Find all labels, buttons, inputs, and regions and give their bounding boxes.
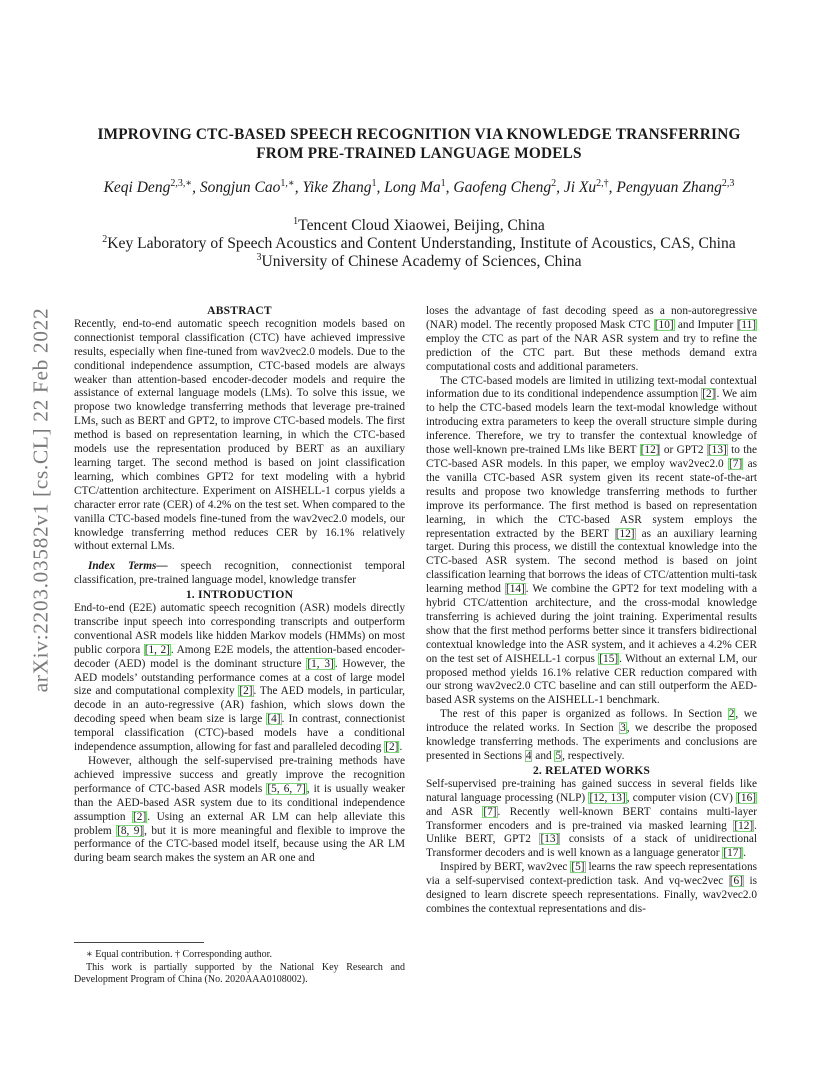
- text-run: The CTC-based models are limited in utilizing text-modal contextual information due to its conditional independence assumption: [426, 374, 757, 401]
- citation-link[interactable]: 4: [525, 750, 532, 762]
- title-line-1: IMPROVING CTC-BASED SPEECH RECOGNITION VIA KNOWLEDGE TRANSFERRING: [97, 126, 741, 143]
- citation-link[interactable]: [6]: [729, 875, 743, 888]
- affiliation-2: [60, 234, 778, 253]
- right-paragraph-1: [426, 305, 757, 375]
- related-works-heading: 2. RELATED WORKS: [532, 763, 651, 777]
- author-affiliation-marker: 2,†: [596, 178, 609, 189]
- citation-link[interactable]: 5: [555, 750, 562, 762]
- citation-link[interactable]: [12]: [640, 444, 660, 457]
- text-run: . We combine the GPT2 for text modeling with a hybrid CTC/attention architecture, and the cross-modal knowledge transferring is achieved during the joint training. Experimental results show that the first method performs better since it transfers bidirectional contextual knowledge into the ASR system, and it achieves a 4.2% CER on the test set of AISHELL-1 corpus: [426, 583, 757, 665]
- affiliation-3-text: University of Chinese Academy of Sciences, China: [261, 253, 582, 271]
- author-affiliation-marker: 2,3,∗: [170, 178, 193, 189]
- author-affiliation-marker: 2: [551, 178, 557, 189]
- index-terms-label: Index Terms—: [88, 560, 168, 573]
- citation-link[interactable]: [5]: [571, 861, 585, 874]
- affiliation-2-marker: 2: [102, 234, 108, 245]
- citation-link[interactable]: [16]: [737, 791, 756, 804]
- text-run: is designed to learn discrete speech representations. Finally, wav2vec2.0 combines the contextual representations and dis-: [426, 875, 757, 915]
- right-paragraph-2: [426, 375, 757, 709]
- citation-link[interactable]: 2: [728, 708, 735, 721]
- author-affiliation-marker: 2,3: [721, 178, 735, 189]
- paper-title: [60, 125, 778, 163]
- text-run: . However, the AED models’ outstanding performance comes at a cost of large model size and computational complexity: [74, 657, 405, 698]
- text-run: . We aim to help the CTC-based models learn the text-modal knowledge without introducing extra parameters to keep the overall structure simple during inference. Therefore, we try to transfer the contextual knowledge of those well-known pre-trained LMs like BERT: [426, 388, 758, 457]
- text-run: and: [532, 750, 555, 762]
- citation-link[interactable]: [2]: [385, 741, 399, 754]
- abstract-heading: ABSTRACT: [207, 304, 272, 317]
- citation-link[interactable]: [11]: [737, 318, 756, 331]
- index-terms-text: speech recognition, connectionist temporal classification, pre-trained language model, knowledge transfer: [74, 560, 405, 587]
- text-run: . Recently well-known BERT contains multi-layer Transformer encoders and is pre-trained via masked learning: [426, 805, 757, 832]
- author-name: Long Ma: [384, 179, 441, 197]
- citation-link[interactable]: [12]: [615, 527, 635, 540]
- text-run: .: [399, 741, 403, 754]
- affiliation-1: [60, 216, 778, 235]
- arxiv-identifier: [16, 290, 66, 710]
- citation-link[interactable]: [13]: [707, 444, 727, 457]
- author-name: Pengyuan Zhang: [616, 179, 722, 197]
- author-name: Songjun Cao: [199, 179, 281, 197]
- affiliation-1-marker: 1: [293, 216, 299, 227]
- citation-link[interactable]: [2]: [239, 685, 253, 698]
- citation-link[interactable]: [5, 6, 7]: [267, 782, 306, 795]
- right-paragraph-3: [426, 708, 757, 764]
- text-run: . Among E2E models, the attention-based encoder-decoder (AED) model is the dominant structure: [74, 643, 405, 670]
- arxiv-identifier-text: arXiv:2203.03582v1 [cs.CL] 22 Feb 2022: [28, 307, 53, 693]
- text-run: and ASR: [426, 805, 483, 818]
- text-run: Self-supervised pre-training has gained success in several fields like natural language processing (NLP): [426, 777, 757, 804]
- affiliation-1-text: Tencent Cloud Xiaowei, Beijing, China: [298, 217, 545, 235]
- citation-link[interactable]: [15]: [599, 652, 619, 665]
- text-run: End-to-end (E2E) automatic speech recognition (ASR) models directly transcribe input speech into corresponding transcripts and outperform conventional ASR models like hidden Markov models (HMMs) on most public corpora: [74, 602, 405, 656]
- text-run: . Using an external AR LM can help alleviate this problem: [74, 810, 405, 837]
- right-column: [426, 305, 757, 917]
- citation-link[interactable]: [17]: [723, 847, 743, 860]
- citation-link[interactable]: [13]: [540, 833, 560, 846]
- text-run: as an auxiliary learning target. During this process, we distill the contextual knowledge into the CTC-based ASR system. The second method is based on joint classification learning that borrows the ideas of CTC/attention multi-task learning method: [426, 527, 757, 596]
- text-run: However, although the self-supervised pre-training methods have achieved impressive success and greatly improve the recognition performance of CTC-based ASR models: [74, 755, 405, 795]
- text-run: .: [743, 847, 747, 860]
- text-run: , computer vision (CV): [626, 791, 737, 804]
- text-run: learns the raw speech representations via a self-supervised context-prediction task. And vq-wec2vec: [426, 861, 758, 888]
- citation-link[interactable]: [2]: [133, 810, 147, 823]
- text-run: , respectively.: [562, 750, 625, 762]
- text-run: employ the CTC as part of the NAR ASR system and try to refine the prediction of the CTC part. But these methods demand extra computational costs and additional parameters.: [426, 332, 757, 373]
- text-run: loses the advantage of fast decoding speed as a non-autoregressive (NAR) model. The recently proposed Mask CTC: [426, 305, 757, 331]
- author-affiliation-marker: 1,∗: [280, 178, 295, 189]
- footnote-contribution: ∗ Equal contribution. † Corresponding author.: [86, 949, 272, 960]
- author-name: Gaofeng Cheng: [453, 179, 552, 197]
- citation-link[interactable]: [2]: [702, 388, 716, 401]
- citation-link[interactable]: [10]: [654, 318, 674, 331]
- text-run: to the CTC-based ASR models. In this paper, we employ wav2vec2.0: [426, 444, 757, 470]
- text-run: and Imputer: [674, 318, 737, 331]
- affiliation-2-text: Key Laboratory of Speech Acoustics and Content Understanding, Institute of Acoustics, CAS, China: [107, 235, 736, 253]
- citation-link[interactable]: [14]: [505, 583, 525, 596]
- text-run: The rest of this paper is organized as follows. In Section: [440, 708, 728, 721]
- text-run: Inspired by BERT, wav2vec: [440, 861, 571, 874]
- text-run: consists of a stack of unidirectional Transformer decoders and is well known as a language generator: [426, 833, 757, 860]
- text-run: , it is usually weaker than the AED-based ASR system due to its conditional independence assumption: [74, 782, 405, 823]
- citation-link[interactable]: [12, 13]: [589, 791, 626, 804]
- text-run: . Unlike BERT, GPT2: [426, 819, 757, 846]
- author-affiliation-marker: 1: [440, 178, 446, 189]
- text-run: or GPT2: [660, 444, 707, 457]
- citation-link[interactable]: 3: [620, 722, 626, 735]
- author-affiliation-marker: 1: [371, 178, 377, 189]
- author-name: Keqi Deng: [103, 179, 171, 197]
- index-terms: [74, 560, 405, 588]
- citation-link[interactable]: [7]: [729, 457, 743, 470]
- related-paragraph-1: [426, 778, 757, 861]
- affiliation-3-marker: 3: [256, 252, 262, 263]
- text-run: as the vanilla CTC-based ASR system given its recent state-of-the-art results and propose two knowledge transferring methods to further improve its performance. The first method is based on representation learning, in which the CTC-based ASR system employs the representation extracted by the BERT: [426, 457, 757, 540]
- author-name: Yike Zhang: [302, 179, 372, 197]
- footnote-rule: [74, 942, 204, 943]
- footnote: [74, 942, 405, 987]
- citation-link[interactable]: [1, 2]: [144, 643, 170, 656]
- affiliation-3: [60, 252, 778, 271]
- citation-link[interactable]: [8, 9]: [117, 824, 144, 837]
- text-run: . The AED models, in particular, decode in an auto-regressive (AR) fashion, which slows down the decoding speed when beam size is large: [74, 685, 406, 726]
- text-run: , we describe the proposed knowledge transferring methods. The experiments and conclusions are presented in Sections: [426, 722, 757, 762]
- introduction-heading: 1. INTRODUCTION: [185, 588, 294, 602]
- author-name: Ji Xu: [563, 179, 597, 197]
- text-run: . Without an external LM, our proposed method yields 16.1% relative CER reduction compared with our strong wav2vec2.0 CTC baseline and can still outperform the AED-based ASR systems on the AISHELL-1 benchmark.: [426, 652, 757, 707]
- title-line-2: FROM PRE-TRAINED LANGUAGE MODELS: [256, 145, 582, 162]
- citation-link[interactable]: [7]: [483, 805, 497, 818]
- author-list: Keqi Deng$^{2,3,∗}$, Songjun Cao$^{1,∗}$, Yike Zhang$^1$, Long Ma$^1$, Gaofeng Cheng$^2$, Ji $Xu^{2,\dagger}$, Pengyuan Zhang$^{2,3}$: [103, 178, 735, 197]
- citation-link[interactable]: [4]: [267, 713, 281, 726]
- citation-link[interactable]: [1, 3]: [307, 657, 334, 670]
- citation-link[interactable]: [12]: [734, 819, 754, 832]
- left-column: [74, 304, 405, 866]
- footnote-funding: This work is partially supported by the National Key Research and Development Program of China (No. 2020AAA0108002).: [74, 961, 405, 986]
- intro-paragraph-1: [74, 602, 405, 755]
- abstract-text: Recently, end-to-end automatic speech recognition models based on connectionist temporal classification (CTC) have achieved impressive results, especially when fine-tuned from wav2vec2.0 models. Due to the conditional independence assumption, CTC-based models are always weaker than attention-based encoder-decoder models and require the assistance of external language models (LMs). To solve this issue, we propose two knowledge transferring methods that leverage pre-trained LMs, such as BERT and GPT2, to improve CTC-based models. The first method is based on representation learning, in which the CTC-based models use the representation produced by BERT as an auxiliary learning target. The second method is based on joint classification learning, which combines GPT2 for text modeling with a hybrid CTC/attention architecture. Experiment on AISHELL-1 corpus yields a character error rate (CER) of 4.2% on the test set. When compared to the vanilla CTC-based models fine-tuned from the wav2vec2.0 models, our knowledge transferring method reduces CER by 16.1% relatively without external LMs.: [74, 317, 405, 553]
- text-run: . In contrast, connectionist temporal classification (CTC)-based models have a conditional independence assumption, allowing for fast and paralleled decoding: [74, 713, 405, 754]
- text-run: , we introduce the related works. In Section: [426, 708, 757, 735]
- intro-paragraph-2: [74, 755, 405, 866]
- related-paragraph-2: [426, 861, 757, 917]
- text-run: , but it is more meaningful and flexible to improve the performance of the CTC-based model itself, because using the AR LM during beam search makes the system an AR one and: [74, 824, 405, 865]
